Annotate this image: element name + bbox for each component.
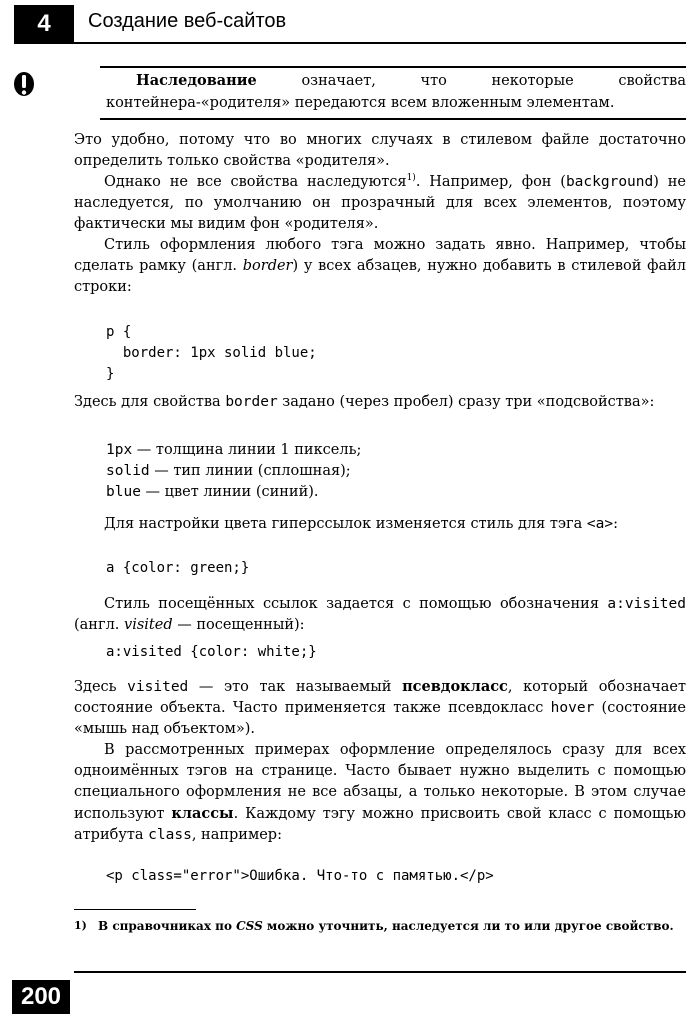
paragraph-4: Здесь для свойства border задано (через пробел) сразу три «подсвойства»:: [74, 394, 655, 410]
paragraph-3: Стиль оформления любого тэга можно задать явно. Например, чтобы сделать рамку (англ. border) у всех абзацев, нужно добавить в стилевой файл строки:: [74, 237, 686, 295]
paragraph-5: Для настройки цвета гиперссылок изменяется стиль для тэга <a>:: [104, 516, 618, 532]
paragraph-block-7: [74, 676, 686, 846]
note-rule-bottom: [100, 118, 686, 120]
code-visited: visited: [127, 679, 189, 695]
list-item: blue — цвет линии (синий).: [106, 484, 319, 500]
header-rule: [14, 42, 686, 44]
paragraph-block-4: [74, 392, 686, 413]
footer-rule: [74, 971, 686, 973]
paragraph-2: Однако не все свойства наследуются$^{1)}$. Например, фон (background) не наследуется, по умолчанию он прозрачный для всех элементов, поэтому фактически мы видим фон «родителя».: [74, 173, 686, 232]
page-header: [0, 0, 698, 46]
chapter-number: 4: [14, 5, 74, 43]
footnote-rule: [74, 909, 196, 910]
note-text: означает, что некоторые свойства контейнера-«родителя» передаются всем вложенным элементам.: [106, 73, 686, 111]
paragraph-block-1: [74, 130, 686, 298]
code-block-1: p { border: 1px solid blue; }: [106, 324, 317, 382]
code-block-4: <p class="error">Ошибка. Что-то с памятью.</p>: [106, 868, 494, 884]
subproperty-list: [106, 440, 361, 503]
code-class: class: [148, 827, 192, 843]
paragraph-block-6: [74, 594, 686, 636]
footnote-mark: 1): [74, 919, 87, 932]
chapter-title: Создание веб-сайтов: [88, 10, 287, 32]
em-border: border: [242, 258, 293, 274]
definition-note: [106, 70, 686, 114]
footnote: 1) В справочниках по CSS можно уточнить, наследуется ли то или другое свойство.: [74, 919, 674, 933]
footnote-ref: 1): [406, 173, 416, 184]
paragraph-8: В рассмотренных примерах оформление определялось сразу для всех одноимённых тэгов на странице. Часто бывает нужно выделить с помощью специального оформления не все абзацы, а только некоторые. В этом случае используют классы. Каждому тэгу можно присвоить свой класс с помощью атрибута class, например:: [74, 742, 686, 843]
em-visited: visited: [124, 617, 173, 633]
list-item: 1px — толщина линии 1 пиксель;: [106, 442, 362, 458]
list-item: solid — тип линии (сплошная);: [106, 463, 351, 479]
em-css: CSS: [236, 919, 263, 933]
code-hover: hover: [550, 700, 595, 716]
term-classes: классы: [171, 805, 234, 822]
code-block-2: a {color: green;}: [106, 560, 250, 576]
paragraph-block-5: [74, 514, 686, 535]
paragraph-1: Это удобно, потому что во многих случаях в стилевом файле достаточно определить только свойства «родителя».: [74, 132, 686, 169]
code-a-tag: <a>: [586, 516, 614, 532]
note-term: Наследование: [136, 72, 257, 89]
paragraph-7: Здесь visited — это так называемый псевдокласс, который обозначает состояние объекта. Часто применяется также псевдокласс hover (состояние «мышь над объектом»).: [74, 678, 686, 737]
paragraph-6: Стиль посещённых ссылок задается с помощью обозначения a:visited (англ. visited — посещенный):: [74, 596, 686, 633]
code-border: border: [225, 394, 278, 410]
page-number: 200: [12, 980, 70, 1014]
term-pseudoclass: псевдокласс: [402, 678, 508, 695]
exclamation-icon: [12, 72, 36, 100]
code-block-3: a:visited {color: white;}: [106, 644, 317, 660]
code-a-visited: a:visited: [607, 596, 686, 612]
code-background: background: [565, 174, 654, 190]
note-rule-top: [100, 66, 686, 68]
